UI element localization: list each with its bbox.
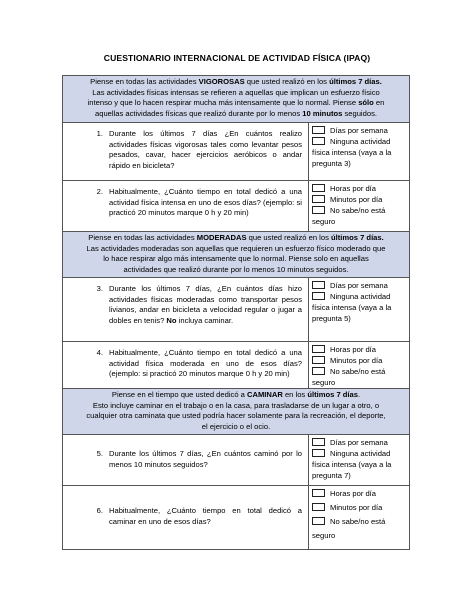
document-title: CUESTIONARIO INTERNACIONAL DE ACTIVIDAD FÍSICA (IPAQ) bbox=[103, 53, 371, 63]
answer-options-4: Horas por día Minutos por día No sabe/no está seguro bbox=[312, 345, 386, 387]
question-3: 3. Durante los últimos 7 días, ¿En cuántos días hizo actividades físicas moderadas como transportar pesos livianos, andar en bicicleta a velocidad regular o jugar a dobles en tenis? No incluya caminar. bbox=[63, 278, 309, 341]
answer-options-6: Horas por día Minutos por día No sabe/no está seguro bbox=[312, 489, 386, 540]
minutes-per-day-checkbox[interactable] bbox=[312, 195, 325, 203]
no-activity-checkbox[interactable] bbox=[312, 292, 325, 300]
question-2: 2. Habitualmente, ¿Cuánto tiempo en total dedicó a una actividad física intensa en uno de esos días? (ejemplo: si practicó 20 minutos marque 0 h y 20 min) bbox=[63, 181, 309, 231]
not-sure-checkbox[interactable] bbox=[312, 367, 325, 375]
days-per-week-checkbox[interactable] bbox=[312, 126, 325, 134]
question-5: 5. Durante los últimos 7 días, ¿En cuántos caminó por lo menos 10 minutos seguidos? bbox=[63, 435, 309, 485]
question-6: 6. Habitualmente, ¿Cuánto tiempo en total dedicó a caminar en uno de esos días? bbox=[63, 486, 309, 549]
question-row-1 bbox=[62, 122, 410, 180]
not-sure-checkbox[interactable] bbox=[312, 517, 325, 525]
no-activity-checkbox[interactable] bbox=[312, 137, 325, 145]
question-row-6 bbox=[62, 485, 410, 550]
hours-per-day-checkbox[interactable] bbox=[312, 489, 325, 497]
no-activity-checkbox[interactable] bbox=[312, 449, 325, 457]
hours-per-day-checkbox[interactable] bbox=[312, 184, 325, 192]
hours-per-day-checkbox[interactable] bbox=[312, 345, 325, 353]
answer-options-1: Días por semana Ninguna actividad física intensa (vaya a la pregunta 3) bbox=[312, 126, 392, 168]
question-1: 1. Durante los últimos 7 días ¿En cuántos realizo actividades físicas vigorosas tales como levantar pesos pesados, cavar, hacer ejercicios aeróbicos o andar rápido en bicicleta? bbox=[63, 123, 309, 180]
not-sure-checkbox[interactable] bbox=[312, 206, 325, 214]
question-row-4 bbox=[62, 341, 410, 388]
question-row-3 bbox=[62, 277, 410, 341]
days-per-week-checkbox[interactable] bbox=[312, 438, 325, 446]
minutes-per-day-checkbox[interactable] bbox=[312, 356, 325, 364]
answer-options-5: Días por semana Ninguna actividad física intensa (vaya a la pregunta 7) bbox=[312, 438, 392, 480]
days-per-week-checkbox[interactable] bbox=[312, 281, 325, 289]
minutes-per-day-checkbox[interactable] bbox=[312, 503, 325, 511]
question-4: 4. Habitualmente, ¿Cuánto tiempo en total dedicó a una actividad física moderada en uno de esos días? (ejemplo: si practicó 20 minutos marque 0 h y 20 min) bbox=[63, 342, 309, 388]
section-walking-instructions: Piense en el tiempo que usted dedicó a CAMINAR en los últimos 7 días. Esto incluye caminar en el trabajo o en la casa, para trasladarse de un lugar a otro, o cualquier otra caminata que usted podría hacer solamente para la recreación, el deporte, el ejercicio o el ocio. bbox=[62, 388, 410, 434]
answer-options-2: Horas por día Minutos por día No sabe/no está seguro bbox=[312, 184, 386, 226]
section-moderate-instructions: Piense en todas las actividades MODERADAS que usted realizó en los últimos 7 días. Las actividades moderadas son aquellas que requieren un esfuerzo físico moderado que lo hace respirar algo más intensamente que lo normal. Piense solo en aquellas actividades que realizó durante por lo menos 10 minutos seguidos. bbox=[62, 231, 410, 277]
question-row-5 bbox=[62, 434, 410, 485]
section-vigorous-instructions: Piense en todas las actividades VIGOROSAS que usted realizó en los últimos 7 días. Las actividades físicas intensas se refieren a aquellas que implican un esfuerzo físico intenso y que lo hacen respirar mucha más intensamente que lo normal. Piense sólo en aquellas actividades físicas que realizó durante por lo menos 10 minutos seguidos. bbox=[62, 75, 410, 122]
answer-options-3: Días por semana Ninguna actividad física intensa (vaya a la pregunta 5) bbox=[312, 281, 392, 323]
questionnaire-table bbox=[62, 75, 410, 550]
question-row-2 bbox=[62, 180, 410, 231]
